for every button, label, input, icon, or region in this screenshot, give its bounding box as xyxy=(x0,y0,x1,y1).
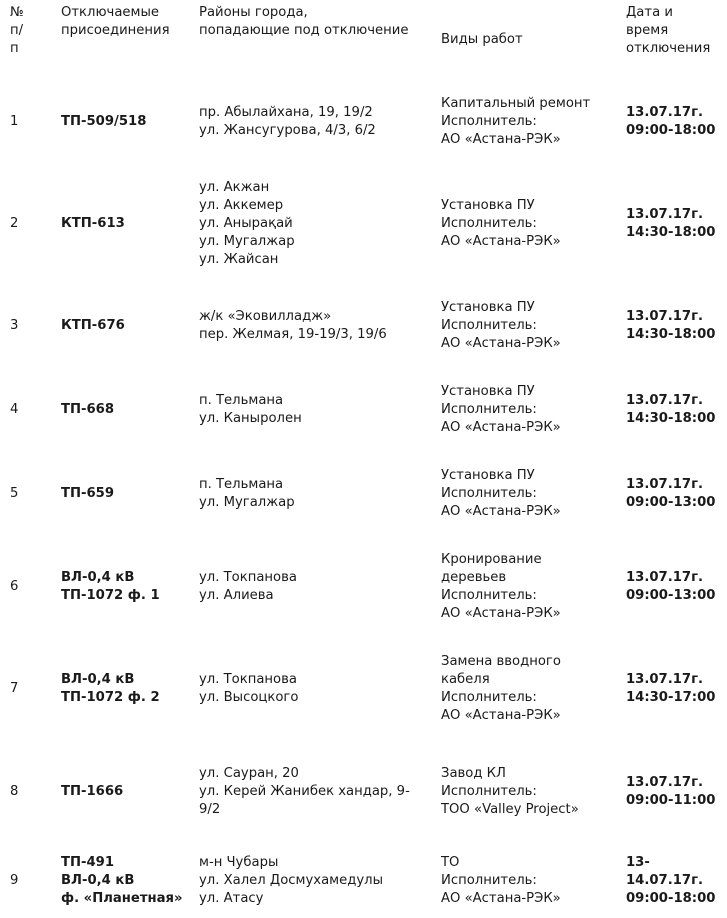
connection-cell-line: ВЛ-0,4 кВ xyxy=(61,672,135,687)
date-cell-line: 14:30-18:00 xyxy=(626,411,716,426)
connection-cell-line: ТП-1072 ф. 2 xyxy=(61,690,160,705)
work-cell xyxy=(441,164,626,284)
address-cell-line: 9/2 xyxy=(199,802,221,817)
address-cell xyxy=(199,368,441,452)
work-cell-line: Исполнитель: xyxy=(441,784,537,799)
header-districts: Районы города, попадающие под отключение xyxy=(199,5,409,38)
header-num: № п/ п xyxy=(10,5,24,56)
work-cell xyxy=(441,638,626,740)
date-cell-line: 13.07.17г. xyxy=(626,775,703,790)
row-number xyxy=(0,368,61,452)
address-cell xyxy=(199,164,441,284)
address-cell-line: ул. Каныролен xyxy=(199,411,302,426)
work-cell-line: АО «Астана-РЭК» xyxy=(441,132,561,147)
address-cell xyxy=(199,452,441,536)
address-cell-line: п. Тельмана xyxy=(199,477,284,492)
address-cell xyxy=(199,284,441,368)
row-number-line: 1 xyxy=(10,114,19,129)
work-cell xyxy=(441,284,626,368)
row-number-line: 7 xyxy=(10,681,19,696)
connection-cell-line: ТП-1666 xyxy=(61,784,124,799)
date-cell xyxy=(626,844,727,918)
address-cell xyxy=(199,80,441,164)
date-cell-line: 13.07.17г. xyxy=(626,309,703,324)
connection-cell-line: ТП-509/518 xyxy=(61,114,147,129)
date-cell xyxy=(626,80,727,164)
date-cell-line: 13.07.17г. xyxy=(626,105,703,120)
work-cell-line: Капитальный ремонт xyxy=(441,96,591,111)
address-cell-line: п. Тельмана xyxy=(199,393,284,408)
connection-cell xyxy=(61,740,199,844)
work-cell xyxy=(441,844,626,918)
address-cell-line: ул. Токпанова xyxy=(199,570,297,585)
connection-cell xyxy=(61,368,199,452)
table-row xyxy=(0,452,727,536)
connection-cell-line: ТП-491 xyxy=(61,855,115,870)
row-number xyxy=(0,164,61,284)
header-row xyxy=(0,0,727,80)
row-number xyxy=(0,80,61,164)
address-cell-line: ул. Мугалжар xyxy=(199,234,295,249)
connection-cell-line: ТП-668 xyxy=(61,402,115,417)
connection-cell-line: КТП-676 xyxy=(61,318,125,333)
work-cell-line: Кронирование xyxy=(441,552,542,567)
table-row xyxy=(0,740,727,844)
work-cell-line: АО «Астана-РЭК» xyxy=(441,891,561,906)
date-cell-line: 09:00-11:00 xyxy=(626,793,716,808)
work-cell-line: АО «Астана-РЭК» xyxy=(441,420,561,435)
work-cell-line: Исполнитель: xyxy=(441,318,537,333)
date-cell-line: 13.07.17г. xyxy=(626,672,703,687)
row-number-line: 5 xyxy=(10,486,19,501)
connection-cell xyxy=(61,80,199,164)
date-cell-line: 09:00-18:00 xyxy=(626,891,716,906)
work-cell-line: Установка ПУ xyxy=(441,198,535,213)
connection-cell xyxy=(61,164,199,284)
work-cell-line: Установка ПУ xyxy=(441,384,535,399)
date-cell xyxy=(626,452,727,536)
date-cell-line: 13.07.17г. xyxy=(626,207,703,222)
address-cell-line: ул. Мугалжар xyxy=(199,495,295,510)
connection-cell-line: ВЛ-0,4 кВ xyxy=(61,570,135,585)
date-cell xyxy=(626,368,727,452)
row-number-line: 2 xyxy=(10,216,19,231)
date-cell xyxy=(626,284,727,368)
date-cell-line: 09:00-18:00 xyxy=(626,123,716,138)
connection-cell-line: ф. «Планетная» xyxy=(61,891,183,906)
date-cell xyxy=(626,164,727,284)
address-cell-line: ул. Токпанова xyxy=(199,672,297,687)
date-cell-line: 13.07.17г. xyxy=(626,393,703,408)
work-cell-line: Исполнитель: xyxy=(441,588,537,603)
address-cell-line: ул. Керей Жанибек хандар, 9- xyxy=(199,784,410,799)
work-cell xyxy=(441,536,626,638)
work-cell-line: Исполнитель: xyxy=(441,873,537,888)
address-cell-line: м-н Чубары xyxy=(199,855,279,870)
address-cell-line: ул. Акжан xyxy=(199,180,270,195)
address-cell-line: ул. Алиева xyxy=(199,588,274,603)
work-cell xyxy=(441,80,626,164)
date-cell xyxy=(626,638,727,740)
work-cell-line: АО «Астана-РЭК» xyxy=(441,606,561,621)
work-cell-line: деревьев xyxy=(441,570,507,585)
work-cell-line: Исполнитель: xyxy=(441,402,537,417)
table-row xyxy=(0,368,727,452)
table-row xyxy=(0,284,727,368)
address-cell-line: ж/к «Эковилладж» xyxy=(199,309,332,324)
row-number-line: 8 xyxy=(10,784,19,799)
work-cell xyxy=(441,452,626,536)
row-number-line: 4 xyxy=(10,402,19,417)
table-row xyxy=(0,638,727,740)
connection-cell-line: ТП-1072 ф. 1 xyxy=(61,588,160,603)
date-cell-line: 14:30-17:00 xyxy=(626,690,716,705)
address-cell xyxy=(199,638,441,740)
work-cell-line: Замена вводного xyxy=(441,654,561,669)
connection-cell xyxy=(61,638,199,740)
work-cell-line: Исполнитель: xyxy=(441,690,537,705)
date-cell-line: 13.07.17г. xyxy=(626,477,703,492)
work-cell-line: Исполнитель: xyxy=(441,486,537,501)
work-cell-line: Завод КЛ xyxy=(441,766,506,781)
connection-cell xyxy=(61,452,199,536)
date-cell xyxy=(626,536,727,638)
header-datetime: Дата и время отключения xyxy=(626,5,711,56)
address-cell-line: пер. Желмая, 19-19/3, 19/6 xyxy=(199,327,387,342)
work-cell-line: АО «Астана-РЭК» xyxy=(441,234,561,249)
work-cell-line: Установка ПУ xyxy=(441,300,535,315)
row-number xyxy=(0,536,61,638)
address-cell-line: ул. Высоцкого xyxy=(199,690,299,705)
date-cell-line: 14.07.17г. xyxy=(626,873,703,888)
date-cell-line: 14:30-18:00 xyxy=(626,225,716,240)
work-cell-line: кабеля xyxy=(441,672,490,687)
row-number xyxy=(0,844,61,918)
work-cell-line: Исполнитель: xyxy=(441,216,537,231)
date-cell-line: 09:00-13:00 xyxy=(626,495,716,510)
header-works: Виды работ xyxy=(441,32,523,47)
date-cell-line: 13- xyxy=(626,855,650,870)
row-number xyxy=(0,452,61,536)
address-cell-line: пр. Абылайхана, 19, 19/2 xyxy=(199,105,373,120)
row-number-line: 6 xyxy=(10,579,19,594)
row-number xyxy=(0,740,61,844)
work-cell-line: ТОО «Valley Project» xyxy=(441,802,579,817)
connection-cell-line: ВЛ-0,4 кВ xyxy=(61,873,135,888)
date-cell-line: 14:30-18:00 xyxy=(626,327,716,342)
connection-cell xyxy=(61,844,199,918)
connection-cell xyxy=(61,284,199,368)
work-cell-line: АО «Астана-РЭК» xyxy=(441,336,561,351)
row-number xyxy=(0,284,61,368)
table-row xyxy=(0,844,727,918)
row-number-line: 3 xyxy=(10,318,19,333)
row-number xyxy=(0,638,61,740)
address-cell-line: ул. Халел Досмухамедулы xyxy=(199,873,383,888)
work-cell xyxy=(441,740,626,844)
address-cell-line: ул. Атасу xyxy=(199,891,264,906)
address-cell-line: ул. Сауран, 20 xyxy=(199,766,299,781)
table-body xyxy=(0,80,727,918)
address-cell-line: ул. Жансугурова, 4/3, 6/2 xyxy=(199,123,376,138)
date-cell-line: 09:00-13:00 xyxy=(626,588,716,603)
header-connections: Отключаемые присоединения xyxy=(61,5,170,38)
work-cell xyxy=(441,368,626,452)
address-cell-line: ул. Анырақай xyxy=(199,216,293,231)
connection-cell-line: КТП-613 xyxy=(61,216,125,231)
address-cell xyxy=(199,536,441,638)
work-cell-line: АО «Астана-РЭК» xyxy=(441,504,561,519)
work-cell-line: Исполнитель: xyxy=(441,114,537,129)
address-cell-line: ул. Жайсан xyxy=(199,252,279,267)
work-cell-line: ТО xyxy=(441,855,460,870)
work-cell-line: Установка ПУ xyxy=(441,468,535,483)
table-row xyxy=(0,164,727,284)
connection-cell xyxy=(61,536,199,638)
connection-cell-line: ТП-659 xyxy=(61,486,115,501)
table-row xyxy=(0,80,727,164)
date-cell-line: 13.07.17г. xyxy=(626,570,703,585)
address-cell xyxy=(199,844,441,918)
address-cell-line: ул. Аккемер xyxy=(199,198,284,213)
work-cell-line: АО «Астана-РЭК» xyxy=(441,708,561,723)
table-row xyxy=(0,536,727,638)
address-cell xyxy=(199,740,441,844)
date-cell xyxy=(626,740,727,844)
row-number-line: 9 xyxy=(10,873,19,888)
